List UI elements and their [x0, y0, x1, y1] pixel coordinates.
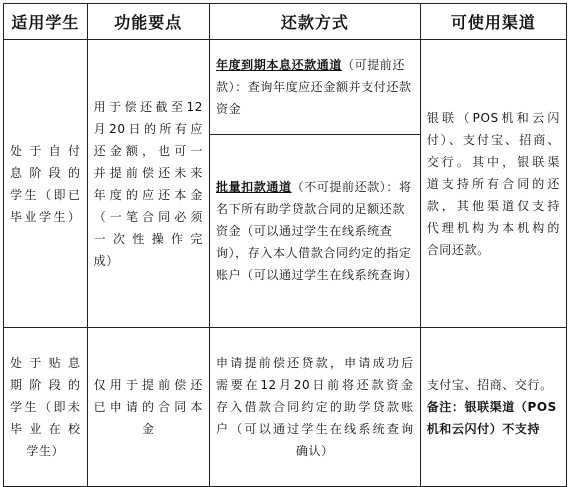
- row1-student-line: 毕业学生）: [10, 209, 81, 224]
- row1-student-line: 息阶段的: [10, 165, 81, 180]
- row1-feature-line: 一次性操作完: [93, 231, 203, 246]
- row1-feature-line: （一笔合同必须: [93, 209, 203, 224]
- row2-student-line: 学生（即未: [10, 400, 81, 414]
- header-students: 适用学生: [4, 4, 88, 40]
- row2-channels-cell: [420, 328, 566, 487]
- row1-channels-cell: [420, 40, 566, 328]
- row1-channel-line: 合同还款。: [426, 242, 490, 257]
- batch-channel-desc: （不可提前还款）：将名下所有助学贷款合同的足额还款资金（可以通过学生在线系统查询），存入本人借款合同约定的指定账户（可以通过学生在线系统查询）: [215, 180, 418, 282]
- table-row: [4, 328, 567, 487]
- row1-student-line: 学生（即已: [10, 187, 81, 202]
- row1-feature-line: 年度的应还本金: [93, 187, 203, 202]
- row2-feature-line: 金: [142, 422, 155, 436]
- row2-method-line: 户（可以通过学生在线系统查询: [215, 422, 414, 436]
- row2-method-line: 存入借款合同约定的助学贷款账: [215, 400, 414, 414]
- header-row: [4, 4, 567, 40]
- row2-student-line: 毕业在校: [10, 422, 81, 436]
- row2-channels-text: 支付宝、招商、交行。: [426, 378, 553, 392]
- table-row: [4, 40, 567, 135]
- row1-method-batch-cell: [209, 135, 420, 328]
- row1-channel-line: 代理机构为本机构的: [426, 220, 560, 235]
- row2-student-cell: [4, 328, 88, 487]
- row1-channel-line: 道支持所有合同的还: [426, 176, 560, 191]
- row2-method-line: 需要在12月20日前将还款资金: [215, 378, 414, 392]
- header-features: 功能要点: [87, 4, 209, 40]
- row1-channel-line: 交行。其中，银联渠: [426, 154, 560, 169]
- row2-feature-line: 仅用于提前偿还: [93, 378, 203, 392]
- row2-student-line: 处于贴息: [10, 356, 81, 370]
- row1-channel-line: 付）、支付宝、招商、: [426, 132, 560, 147]
- row2-method-cell: [209, 328, 420, 487]
- row1-feature-line: 成）: [93, 253, 119, 268]
- row2-student-line: 学生）: [26, 444, 65, 458]
- row2-feature-cell: [87, 328, 209, 487]
- row1-feature-line: 并提前偿还未来: [93, 165, 203, 180]
- row1-channel-line: 银联（POS机和云闪: [426, 110, 560, 125]
- row1-student-line: 处于自付: [10, 143, 81, 158]
- row1-feature-line: 用于偿还截至12: [93, 99, 203, 114]
- repayment-table: [3, 3, 567, 487]
- row1-student-cell: [4, 40, 88, 328]
- batch-channel-title: 批量扣款通道: [215, 180, 292, 194]
- row2-note: 备注：银联渠道（POS机和云闪付）不支持: [426, 400, 557, 436]
- annual-channel-desc: （可提前还款）：查询年度应还金额并支付还款资金: [215, 58, 412, 116]
- row1-channel-line: 款，其他渠道仅支持: [426, 198, 560, 213]
- row1-feature-line: 月20日的所有应: [93, 121, 203, 136]
- row1-method-annual-cell: [209, 40, 420, 135]
- row2-method-line: 申请提前偿还贷款，申请成功后: [215, 356, 414, 370]
- header-repayment-method: 还款方式: [209, 4, 420, 40]
- row2-student-line: 期阶段的: [10, 378, 81, 392]
- row1-feature-line: 还金额，也可一: [93, 143, 203, 158]
- row2-method-line: 确认）: [295, 444, 334, 458]
- header-channels: 可使用渠道: [420, 4, 566, 40]
- annual-channel-title: 年度到期本息还款通道: [215, 58, 342, 72]
- row1-feature-cell: [87, 40, 209, 328]
- row2-feature-line: 已申请的合同本: [93, 400, 203, 414]
